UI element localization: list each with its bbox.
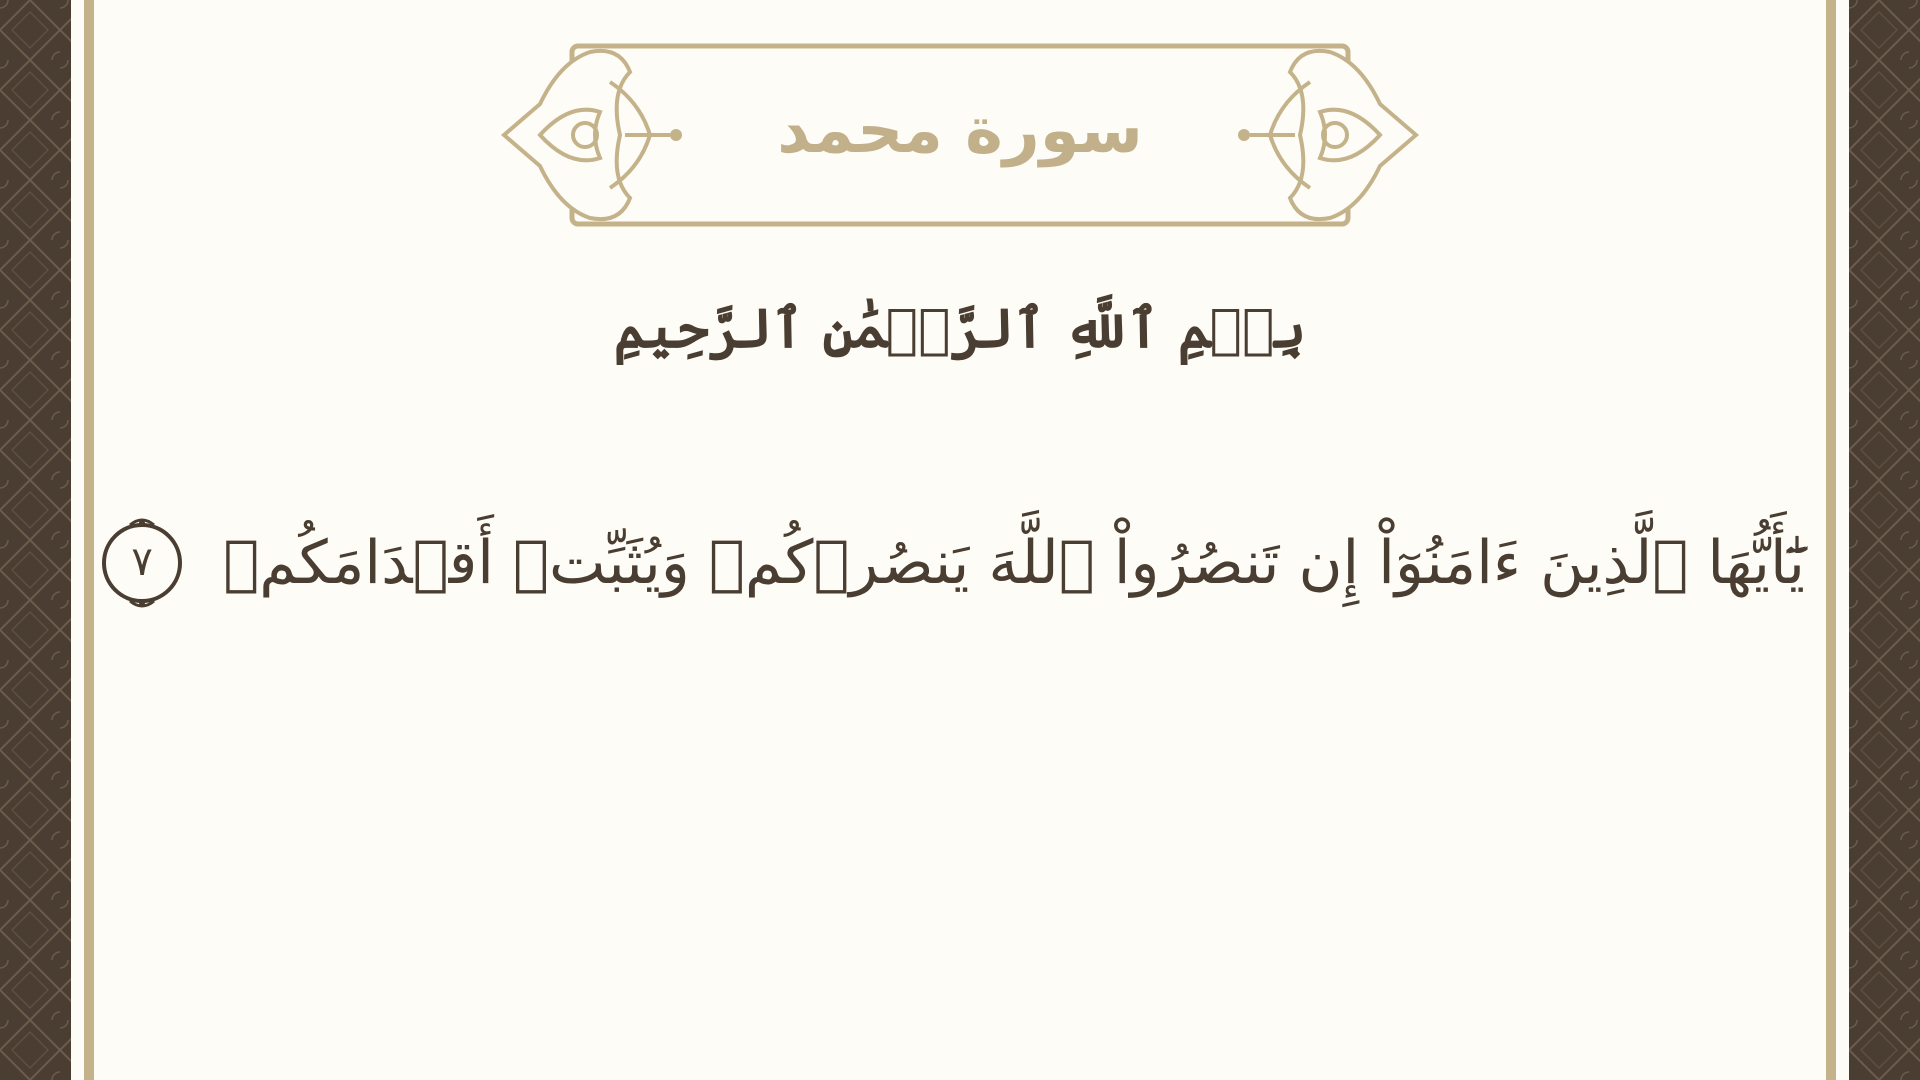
surah-header-cartouche — [500, 42, 1420, 228]
ayah-number: ٧ — [131, 539, 153, 586]
ayah-end-marker — [98, 517, 186, 609]
left-frame-line — [84, 0, 94, 1080]
right-frame-line — [1826, 0, 1836, 1080]
right-ornamental-border — [1849, 0, 1920, 1080]
geometric-pattern-right — [1849, 0, 1920, 1080]
geometric-pattern-left — [0, 0, 71, 1080]
verse-text: يَٰٓأَيُّهَا ٱلَّذِينَ ءَامَنُوٓاْ إِن تَنصُرُواْ ٱللَّهَ يَنصُرۡكُمۡ وَيُثَبِّتۡ أَقۡدَامَكُمۡ — [223, 528, 1805, 599]
surah-title: سورة محمد — [777, 94, 1143, 168]
basmala-calligraphy: بِسۡمِ ٱللَّهِ ٱلرَّحۡمَٰنِ ٱلرَّحِيمِ — [613, 296, 1307, 360]
verse-line — [131, 510, 1805, 610]
left-ornamental-border — [0, 0, 71, 1080]
